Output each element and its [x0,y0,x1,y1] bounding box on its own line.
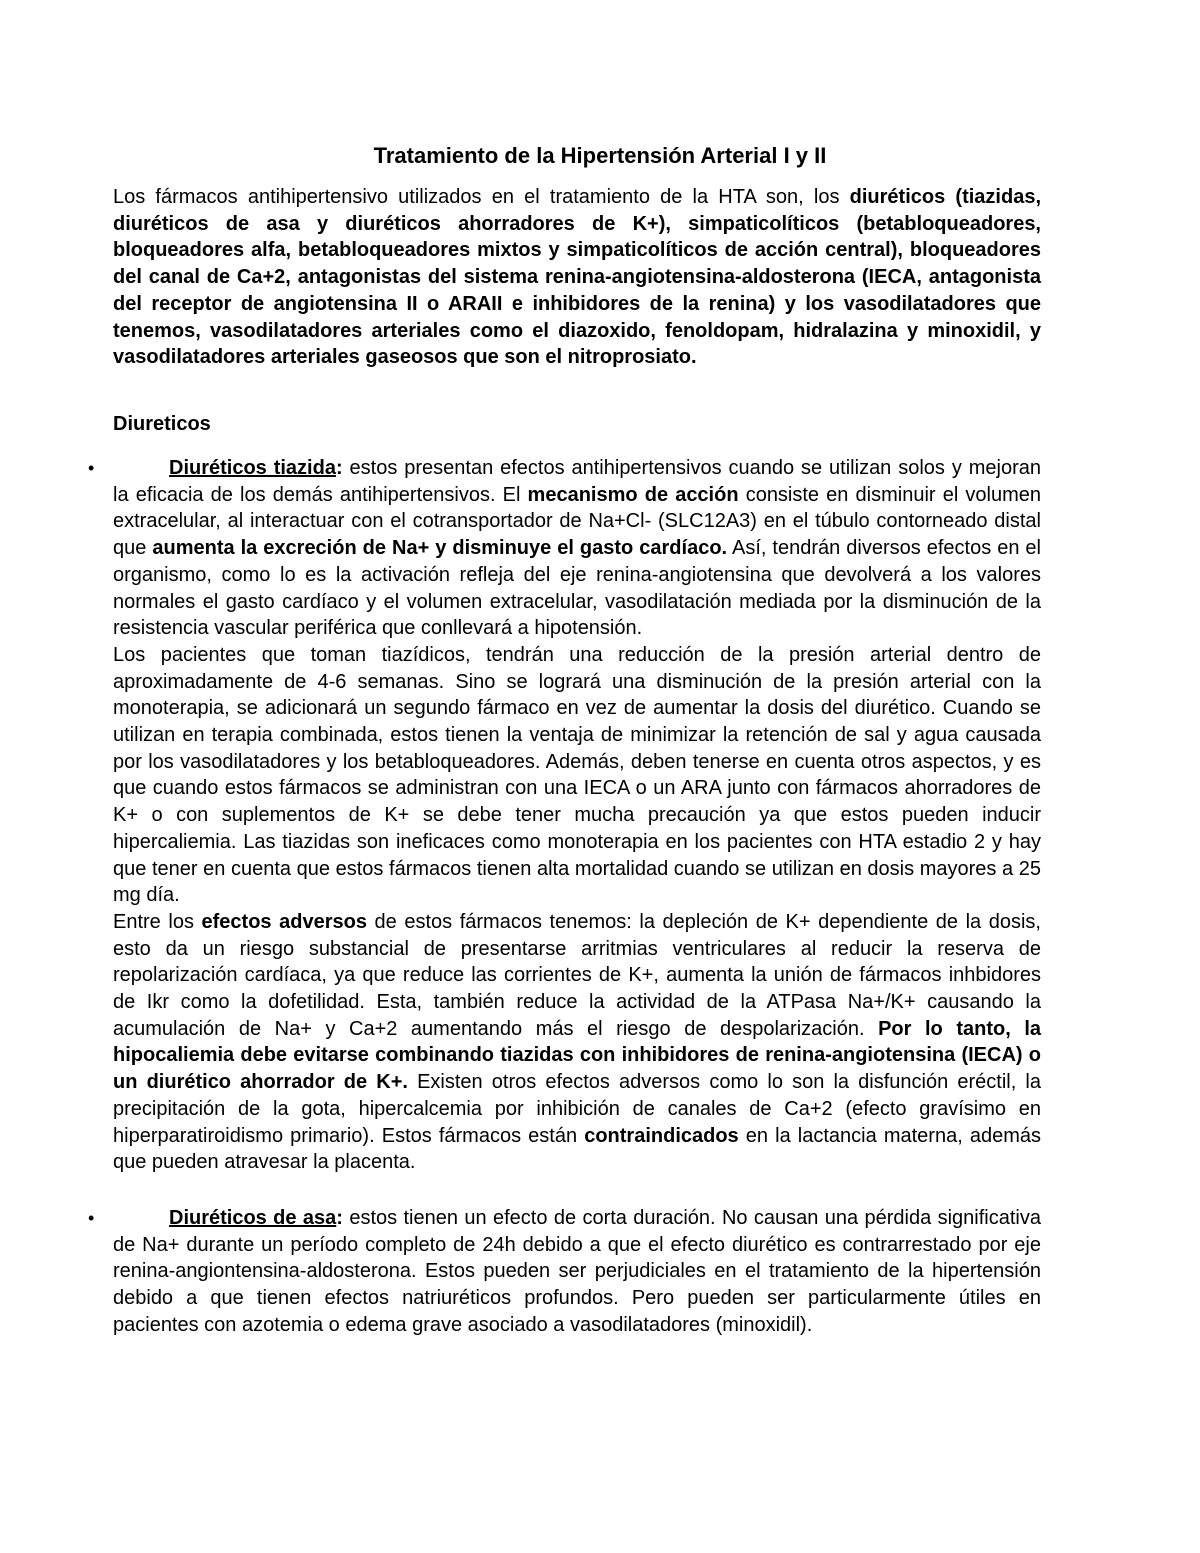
tiazida-p1-bold-1: mecanismo de acción [527,483,739,506]
asa-paragraph [113,1205,1041,1339]
tiazida-p1-text-1: estos presentan efectos antihipertensivos cuando se utilizan solos y mejoran la eficacia de los demás antihipertensivos. El [113,457,1041,506]
intro-bold-text: diuréticos (tiazidas, diuréticos de asa y diuréticos ahorradores de K+), simpaticolíticos (betabloqueadores, bloqueadores alfa, betabloqueadores mixtos y simpaticolíticos de acción central), bloqueadores del canal de Ca+2, antagonistas del sistema renina-angiotensina-aldosterona (IECA, antagonista del receptor de angiotensina II o ARAII e inhibidores de la renina) y los vasodilatadores que tenemos, vasodilatadores arteriales como el diazoxido, fenoldopam, hidralazina y minoxidil, y vasodilatadores arteriales gaseosos que son el nitroprosiato. [113,186,1041,369]
asa-block [113,1205,1041,1339]
tiazida-p3-text-3: Existen otros efectos adversos como lo son la disfunción eréctil, la precipitación de la gota, hipercalcemia por inhibición de canales de Ca+2 (efecto gravísimo en hiperparatiroidismo primario). Estos fármacos están [113,1071,1041,1147]
bullet-marker: • [88,1208,95,1228]
tiazida-colon: : [335,457,343,479]
tiazida-p1-text-3: Así, tendrán diversos efectos en el organismo, como lo es la activación refleja del eje renina-angiotensina que devolverá a los valores normales el gasto cardíaco y el volumen extracelular, vasodilatación mediada por la disminución de la resistencia vascular periférica que conllevará a hipotensión. [113,537,1041,640]
tiazida-block [113,455,1041,1176]
tiazida-p3-text-2: de estos fármacos tenemos: la depleción de K+ dependiente de la dosis, esto da un riesgo substancial de presentarse arritmias ventriculares al reducir la reserva de repolarización cardíaca, ya que reduce las corrientes de K+, aumenta la unión de fármacos inhbidores de Ikr como la dofetilidad. Esta, también reduce la actividad de la ATPasa Na+/K+ causando la acumulación de Na+ y Ca+2 aumentando más el riesgo de despolarización. [113,910,1041,1040]
tiazida-p3-bold-3: contraindicados [584,1124,739,1147]
asa-label: Diuréticos de asa [169,1207,337,1229]
tiazida-p3-text-4: en la lactancia materna, además que pueden atravesar la placenta. [113,1124,1041,1174]
bullet-marker: • [88,458,95,478]
asa-text: estos tienen un efecto de corta duración. No causan una pérdida significativa de Na+ durante un período completo de 24h debido a que el efecto diurético es contrarrestado por eje renina-angiontensina-aldosterona. Estos pueden ser perjudiciales en el tratamiento de la hipertensión debido a que tienen efectos natriuréticos profundos. Pero pueden ser particularmente útiles en pacientes con azotemia o edema grave asociado a vasodilatadores (minoxidil). [113,1207,1041,1336]
tiazida-label: Diuréticos tiazida [169,457,336,479]
tiazida-paragraph-2: Los pacientes que toman tiazídicos, tendrán una reducción de la presión arterial dentro de aproximadamente de 4-6 semanas. Sino se logrará una disminución de la presión arterial con la monoterapia, se adicionará un segundo fármaco en vez de aumentar la dosis del diurético. Cuando se utilizan en terapia combinada, estos tienen la ventaja de minimizar la retención de sal y agua causada por los vasodilatadores y los betabloqueadores. Además, deben tenerse en cuenta otros aspectos, y es que cuando estos fármacos se administran con una IECA o un ARA junto con fármacos ahorradores de K+ o con suplementos de K+ se debe tener mucha precaución ya que estos pueden inducir hipercaliemia. Las tiazidas son ineficaces como monoterapia en los pacientes con HTA estadio 2 y hay que tener en cuenta que estos fármacos tienen alta mortalidad cuando se utilizan en dosis mayores a 25 mg día. [113,643,1041,907]
intro-paragraph [113,184,1041,371]
tiazida-p3-bold-2: Por lo tanto, la hipocaliemia debe evitarse combinando tiazidas con inhibidores de renina-angiotensina (IECA) o un diurético ahorrador de K+. [113,1017,1041,1094]
tiazida-paragraph-1 [113,455,1041,642]
document-title: Tratamiento de la Hipertensión Arterial I y II [373,143,827,168]
asa-colon: : [336,1207,343,1229]
tiazida-p3-bold-1: efectos adversos [201,910,367,933]
tiazida-p1-bold-2: aumenta la excreción de Na+ y disminuye el gasto cardíaco. [152,537,728,560]
tiazida-p1-text-2: consiste en disminuir el volumen extracelular, al interactuar con el cotransportador de Na+Cl- (SLC12A3) en el túbulo contorneado distal que [113,483,1041,560]
intro-text: Los fármacos antihipertensivo utilizados en el tratamiento de la HTA son, los [113,186,850,208]
tiazida-paragraph-3 [113,909,1041,1176]
section-heading: Diureticos [113,413,211,435]
tiazida-p3-text-1: Entre los [113,910,202,933]
